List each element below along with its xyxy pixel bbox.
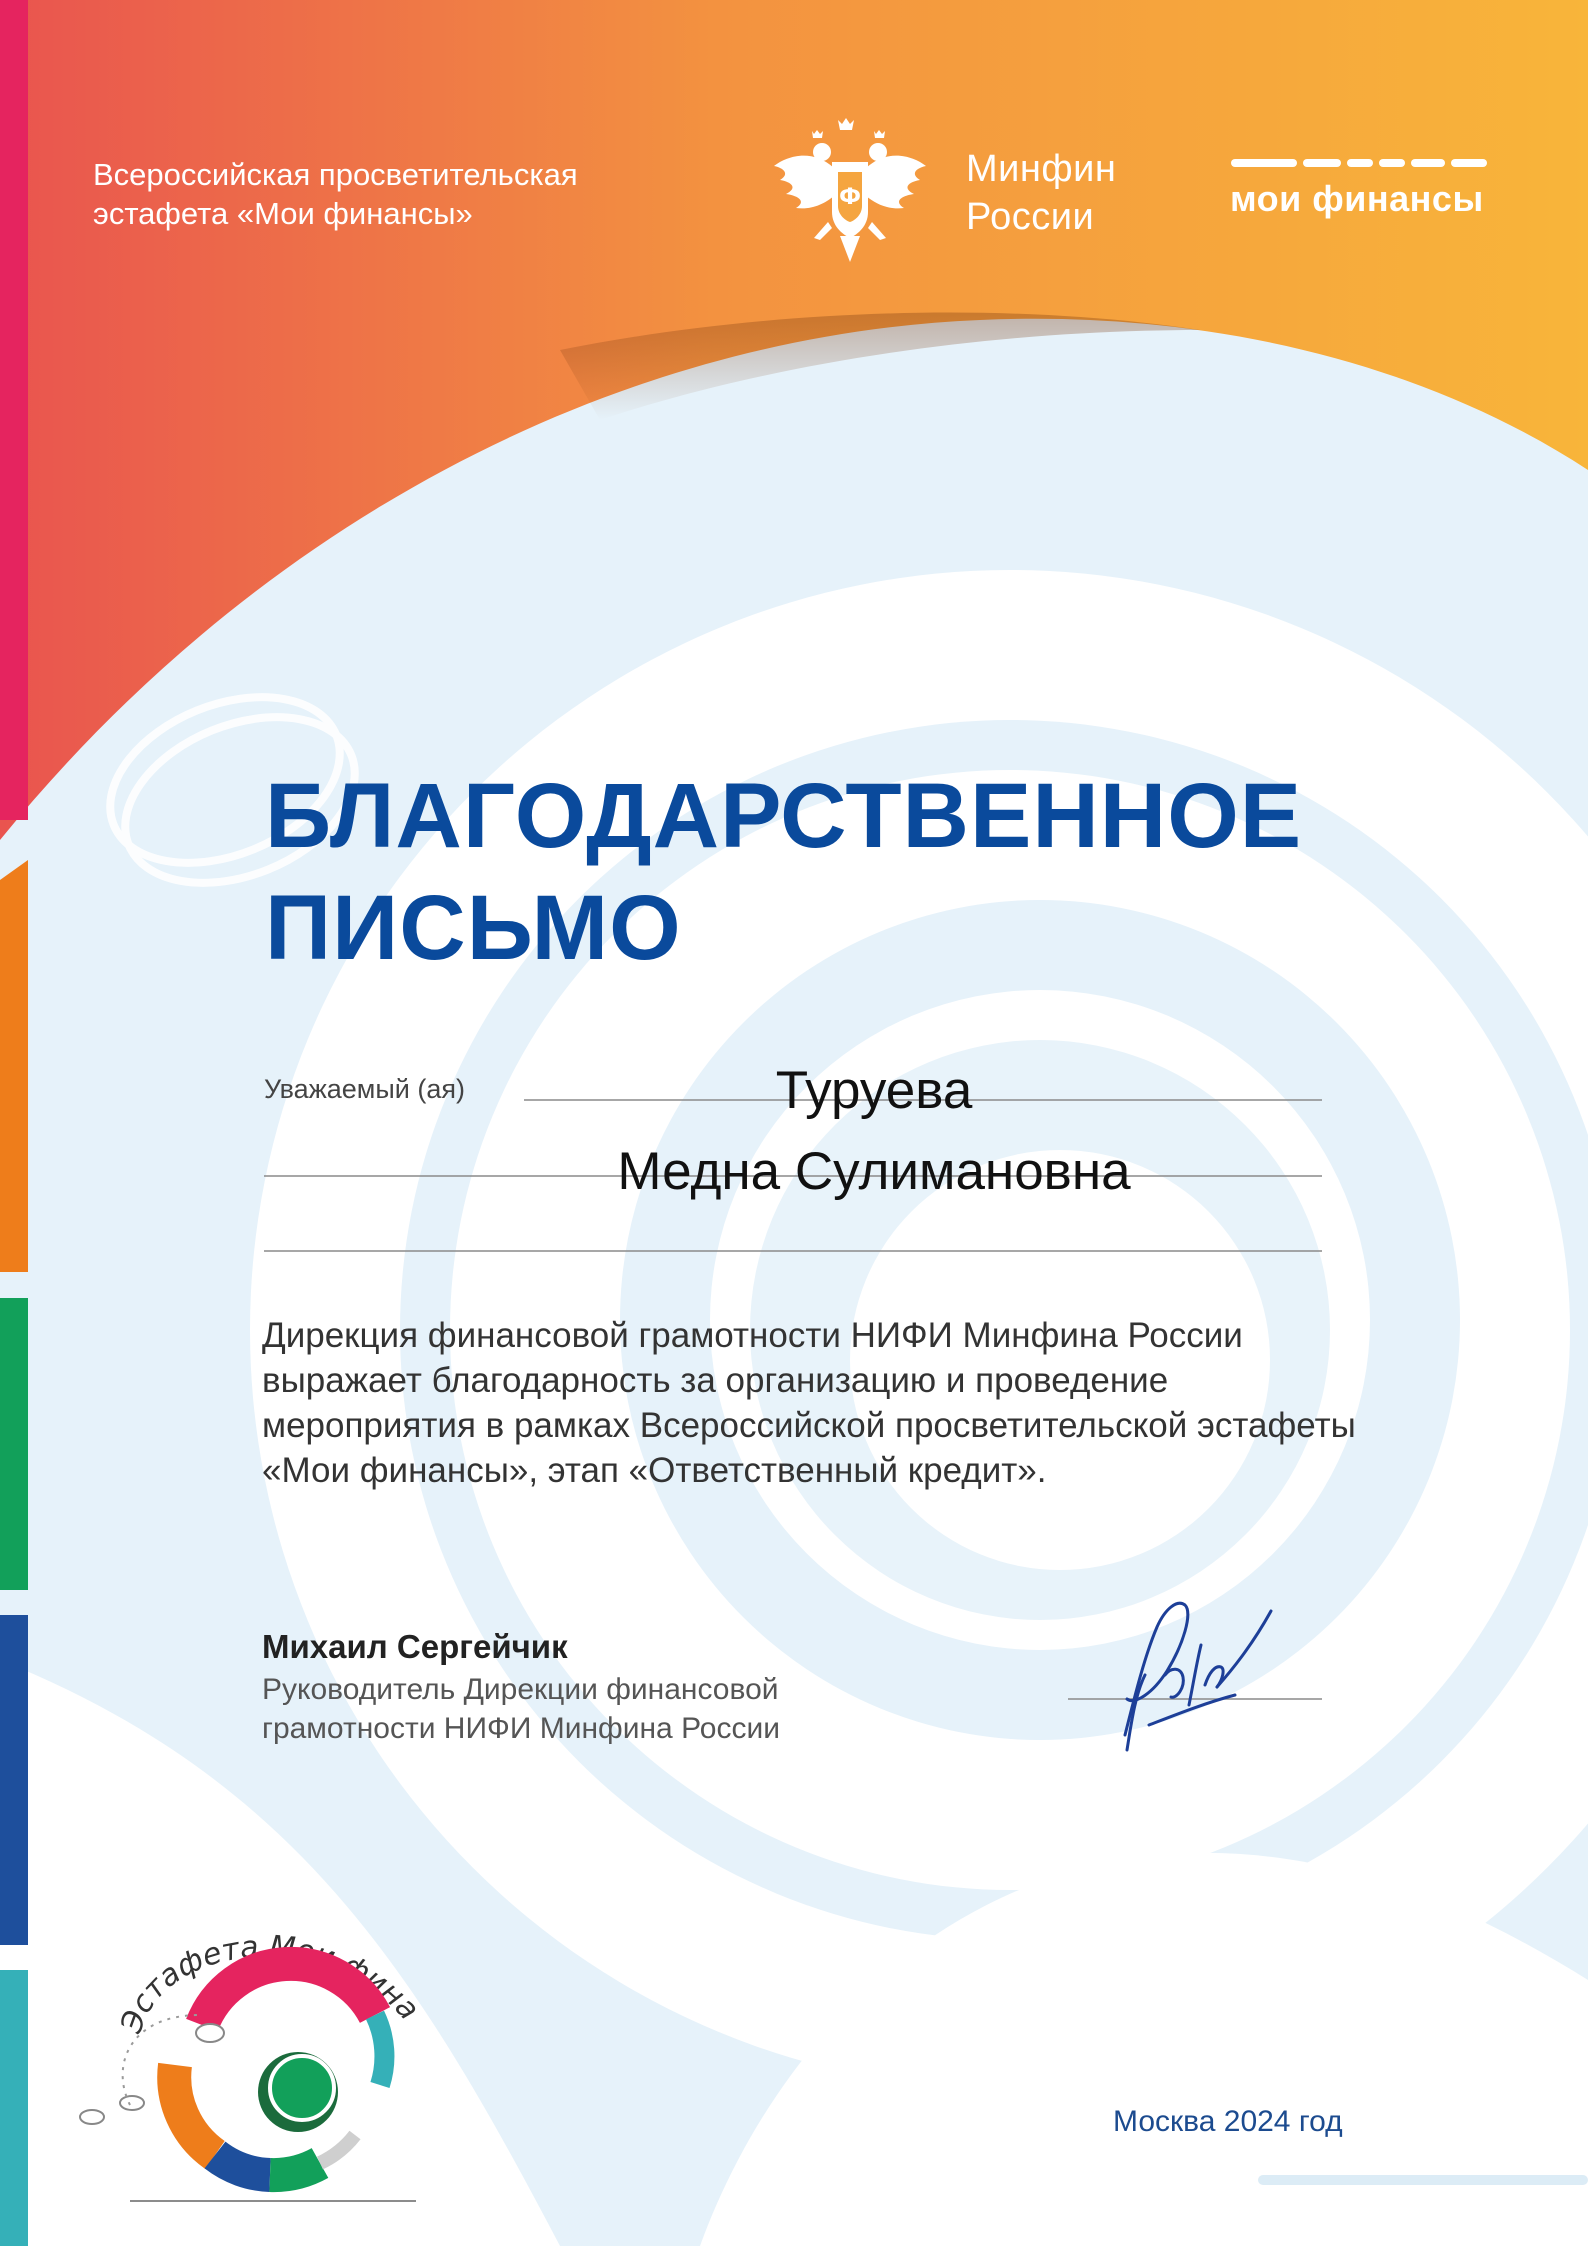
ministry-name-line2: России (966, 196, 1095, 238)
svg-text:Ф: Ф (839, 185, 861, 210)
signer-name: Михаил Сергейчик (262, 1628, 568, 1665)
recipient-surname: Туруева (775, 1061, 973, 1120)
relay-logo (70, 1905, 430, 2205)
brand-logo-bars (1231, 156, 1487, 174)
handwritten-signature (1105, 1575, 1275, 1755)
ministry-name-line1: Минфин (966, 148, 1117, 190)
letter-body: Дирекция финансовой грамотности НИФИ Минфина России выражает благодарность за организацию и проведение мероприятия в рамках Всероссийской просветительской эстафеты «Мои финансы», этап «Ответственный кредит». (262, 1316, 1356, 1490)
page-title-line1: БЛАГОДАРСТВЕННОЕ (265, 765, 1303, 867)
double-headed-eagle-icon (772, 118, 932, 268)
page-title-line2: ПИСЬМО (265, 877, 682, 979)
header-tagline-line1: Всероссийская просветительская (93, 157, 578, 192)
page-title (265, 760, 1302, 984)
place-date: Москва 2024 год (1113, 2105, 1343, 2138)
ministry-name (966, 145, 1116, 241)
signer-position-line1: Руководитель Дирекции финансовой (262, 1673, 779, 1706)
signer-position (262, 1670, 902, 1748)
relay-logo-text: Эстафета Мои фина (113, 1929, 427, 2038)
header-tagline (93, 155, 653, 233)
signer-position-line2: грамотности НИФИ Минфина России (262, 1712, 780, 1745)
recipient-given-names: Медна Сулимановна (617, 1142, 1131, 1201)
header-tagline-line2: эстафета «Мои финансы» (93, 196, 473, 231)
salutation-label: Уважаемый (ая) (264, 1074, 465, 1104)
brand-logo-text: мои финансы (1230, 178, 1484, 219)
